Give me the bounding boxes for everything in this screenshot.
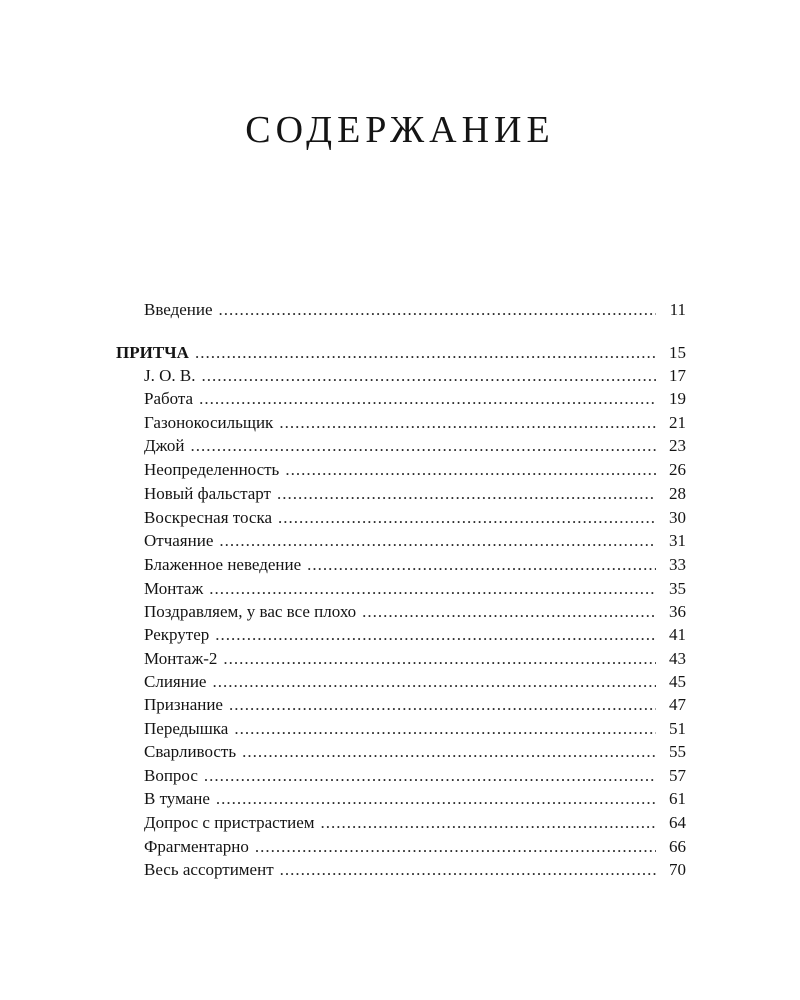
toc-entry-title: Слияние	[144, 672, 207, 691]
toc-entry-title: ПРИТЧА	[116, 343, 189, 362]
toc-entry-title: Джой	[144, 436, 185, 455]
toc-entry-title: Фрагментарно	[144, 837, 249, 856]
toc-page-number: 47	[669, 695, 686, 714]
toc-row	[144, 740, 686, 763]
toc-page-number: 26	[669, 460, 686, 479]
toc-page-number: 55	[669, 742, 686, 761]
toc-page-number: 35	[669, 579, 686, 598]
toc-entry-title: Весь ассортимент	[144, 860, 274, 879]
toc-part-row	[116, 341, 686, 364]
dot-leader	[307, 553, 656, 576]
toc-page-number: 23	[669, 436, 686, 455]
dot-leader	[278, 506, 656, 529]
toc-row	[144, 693, 686, 716]
dot-leader	[229, 693, 656, 716]
toc-row	[144, 482, 686, 505]
toc-page-number: 33	[669, 555, 686, 574]
toc-page-number: 57	[669, 766, 686, 785]
toc-row	[144, 647, 686, 670]
dot-leader	[285, 458, 656, 481]
toc-row	[144, 411, 686, 434]
toc-row	[144, 364, 686, 387]
dot-leader	[223, 647, 656, 670]
toc-page-number: 21	[669, 413, 686, 432]
toc-page-number: 61	[669, 789, 686, 808]
toc-entry-title: Газонокосильщик	[144, 413, 274, 432]
toc-entry-title: Работа	[144, 389, 194, 408]
toc-page-number: 30	[669, 508, 686, 527]
toc-page-number: 36	[669, 602, 686, 621]
toc-page-number: 31	[669, 531, 686, 550]
toc-row	[144, 529, 686, 552]
toc-entry-title: Монтаж	[144, 579, 204, 598]
dot-leader	[255, 835, 656, 858]
dot-leader	[209, 577, 656, 600]
dot-leader	[321, 811, 656, 834]
toc-row	[144, 811, 686, 834]
toc-row	[144, 670, 686, 693]
dot-leader	[279, 411, 656, 434]
dot-leader	[191, 434, 656, 457]
dot-leader	[234, 717, 656, 740]
toc-row	[144, 717, 686, 740]
toc-entry-title: Блаженное неведение	[144, 555, 302, 574]
toc-entry-title: Рекрутер	[144, 625, 210, 644]
toc-page-number: 41	[669, 625, 686, 644]
toc-row	[144, 458, 686, 481]
dot-leader	[204, 764, 656, 787]
toc-page-number: 64	[669, 813, 686, 832]
toc-page-number: 66	[669, 837, 686, 856]
toc-page-number: 28	[669, 484, 686, 503]
toc-page-number: 11	[669, 300, 686, 319]
toc-row	[144, 600, 686, 623]
toc-row	[144, 298, 686, 321]
toc-row	[144, 553, 686, 576]
toc-entry-title: В тумане	[144, 789, 210, 808]
dot-leader	[219, 529, 656, 552]
dot-leader	[199, 387, 656, 410]
toc-page-number: 19	[669, 389, 686, 408]
dot-leader	[215, 623, 656, 646]
toc-page-number: 15	[669, 343, 686, 362]
page-title: СОДЕРЖАНИЕ	[245, 109, 555, 151]
toc-entry-title: Передышка	[144, 719, 229, 738]
dot-leader	[242, 740, 656, 763]
dot-leader	[216, 787, 656, 810]
toc-page-number: 70	[669, 860, 686, 879]
toc-entry-title: Допрос с пристрастием	[144, 813, 315, 832]
toc-row	[144, 764, 686, 787]
toc-entry-title: Сварливость	[144, 742, 237, 761]
toc-page-number: 51	[669, 719, 686, 738]
toc-row	[144, 387, 686, 410]
toc-entry-title: Введение	[144, 300, 213, 319]
toc-entry-title: J. O. B.	[144, 366, 196, 385]
dot-leader	[212, 670, 656, 693]
dot-leader	[280, 858, 656, 881]
dot-leader	[277, 482, 656, 505]
toc-entry-title: Отчаяние	[144, 531, 214, 550]
toc-row	[144, 858, 686, 881]
toc-row	[144, 506, 686, 529]
toc-entry-title: Воскресная тоска	[144, 508, 273, 527]
toc-row	[144, 434, 686, 457]
toc-row	[144, 835, 686, 858]
toc-row	[144, 577, 686, 600]
dot-leader	[201, 364, 656, 387]
toc-page-number: 17	[669, 366, 686, 385]
toc-entry-title: Поздравляем, у вас все плохо	[144, 602, 357, 621]
dot-leader	[362, 600, 656, 623]
toc-entry-title: Новый фальстарт	[144, 484, 271, 503]
toc-entry-title: Признание	[144, 695, 223, 714]
dot-leader	[195, 341, 656, 364]
toc-row	[144, 787, 686, 810]
toc-entry-title: Монтаж-2	[144, 649, 218, 668]
toc-page-number: 45	[669, 672, 686, 691]
toc-row	[144, 623, 686, 646]
toc-entry-title: Вопрос	[144, 766, 198, 785]
toc-entry-title: Неопределенность	[144, 460, 280, 479]
toc-page-number: 43	[669, 649, 686, 668]
dot-leader	[219, 298, 656, 321]
